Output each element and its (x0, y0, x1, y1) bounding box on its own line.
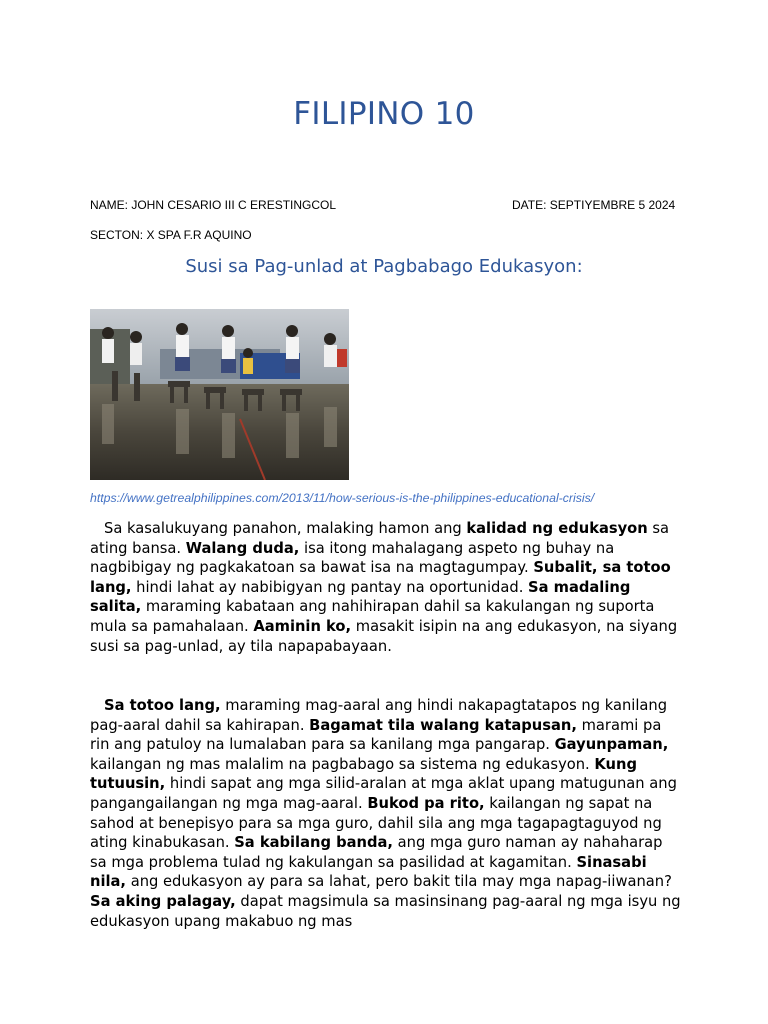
text-run: kailangan ng sapat na sahod at benepisyo para sa mga guro, dahil sila ang mga tagapagtaguyod ng ating kinabukasan. (90, 794, 662, 852)
text-run: masakit isipin na ang edukasyon, na siyang susi sa pag-unlad, ay tila napapabayaan. (90, 617, 678, 655)
student-name: NAME: JOHN CESARIO III C ERESTINGCOL (90, 198, 337, 212)
bold-phrase: Sa aking palagay, (90, 892, 236, 910)
text-run: hindi sapat ang mga silid-aralan at mga aklat upang matugunan ang pangangailangan ng mga mag-aaral. (90, 775, 677, 812)
text-run: kailangan ng mas malalim na pagbabago sa sistema ng edukasyon. (90, 755, 595, 773)
document-title: FILIPINO 10 (293, 96, 475, 132)
text-run: sa ating bansa. (90, 520, 670, 557)
text-run (90, 697, 104, 714)
text-run: maraming mag-aaral ang hindi nakapagtatapos ng kanilang pag-aaral dahil sa kahirapan. (90, 697, 668, 734)
bold-phrase: Walang duda, (185, 539, 300, 557)
bold-phrase: Sa totoo lang, (104, 697, 221, 714)
bold-phrase: Bukod pa rito, (367, 794, 485, 812)
text-run: ang edukasyon ay para sa lahat, pero bakit tila may mga napag-iiwanan? (126, 873, 672, 891)
paragraph-1 (90, 519, 682, 656)
bold-phrase: Subalit, sa totoo lang, (90, 559, 671, 596)
bold-phrase: Kung tutuusin, (90, 755, 637, 793)
text-run: maraming kabataan ang nahihirapan dahil sa kakulangan ng suporta mula sa pamahalaan. (90, 598, 655, 635)
text-run: dapat magsimula sa masinsinang pag-aaral ng mga isyu ng edukasyon upang makabuo ng mas (90, 892, 681, 930)
bold-phrase: Aaminin ko, (253, 617, 352, 635)
text-run: ang mga guro naman ay nahaharap sa mga problema tulad ng kakulangan sa pasilidad at kagamitan. (90, 834, 663, 871)
bold-phrase: kalidad ng edukasyon (466, 520, 648, 537)
text-run: Sa kasalukuyang panahon, malaking hamon ang (90, 520, 467, 537)
image-source-link[interactable]: https://www.getrealphilippines.com/2013/11/how-serious-is-the-philippines-educational-crisis/ (90, 491, 595, 505)
text-run: hindi lahat ay nabibigyan ng pantay na oportunidad. (131, 578, 529, 596)
essay-subtitle: Susi sa Pag-unlad at Pagbabago Edukasyon: (185, 256, 583, 277)
text-run: isa itong mahalagang aspeto ng buhay na nagbibigay ng pagkakatoan sa bawat isa na magtagumpay. (90, 539, 615, 577)
bold-phrase: Bagamat tila walang katapusan, (309, 716, 577, 734)
date-line: DATE: SEPTIYEMBRE 5 2024 (512, 198, 676, 212)
bold-phrase: Gayunpaman, (554, 736, 669, 754)
paragraph-2 (90, 696, 682, 931)
bold-phrase: Sinasabi nila, (90, 853, 647, 891)
section-line: SECTON: X SPA F.R AQUINO (90, 228, 252, 242)
text-run: marami pa rin ang patuloy na lumalaban para sa kanilang mga pangarap. (90, 716, 662, 754)
flooded-classroom-photo (90, 309, 349, 480)
bold-phrase: Sa kabilang banda, (234, 834, 393, 852)
bold-phrase: Sa madaling salita, (90, 578, 631, 616)
